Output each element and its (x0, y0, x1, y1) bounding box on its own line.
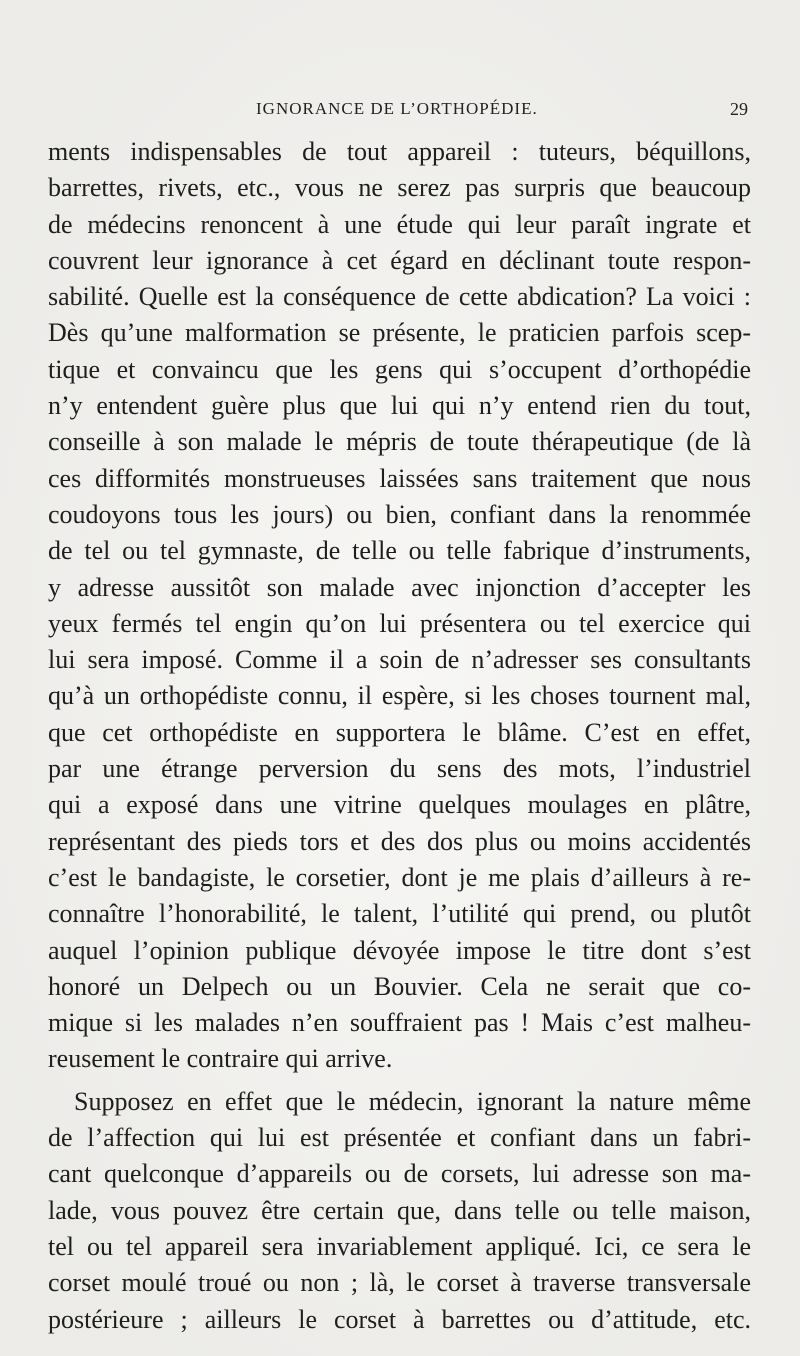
text-line: qui a exposé dans une vitrine quelques moulages en plâtre, (48, 790, 751, 820)
text-line: couvrent leur ignorance à cet égard en déclinant toute respon- (48, 245, 751, 275)
paragraph-2 (48, 1084, 751, 1338)
text-line: de l’affection qui lui est présentée et confiant dans un fabri- (48, 1123, 751, 1153)
running-title: IGNORANCE DE L’ORTHOPÉDIE. (256, 99, 538, 118)
text-line: que cet orthopédiste en supportera le blâme. C’est en effet, (48, 717, 751, 747)
text-line: ments indispensables de tout appareil : tuteurs, béquillons, (48, 137, 751, 166)
text-line: honoré un Delpech ou un Bouvier. Cela ne serait que co- (48, 971, 751, 1001)
text-line: y adresse aussitôt son malade avec injonction d’accepter les (48, 572, 751, 602)
text-line: Supposez en effet que le médecin, ignorant la nature même (74, 1086, 751, 1116)
text-line: postérieure ; ailleurs le corset à barrettes ou d’attitude, etc. (48, 1304, 751, 1334)
text-line: conseille à son malade le mépris de toute thérapeutique (de là (48, 427, 751, 457)
text-line: représentant des pieds tors et des dos plus ou moins accidentés (48, 826, 751, 856)
text-line: yeux fermés tel engin qu’on lui présentera ou tel exercice qui (48, 608, 751, 638)
text-line: de médecins renoncent à une étude qui leur paraît ingrate et (48, 209, 751, 239)
text-line: coudoyons tous les jours) ou bien, confiant dans la renommée (48, 499, 751, 529)
text-line: par une étrange perversion du sens des mots, l’industriel (48, 754, 751, 784)
text-line: de tel ou tel gymnaste, de telle ou telle fabrique d’instruments, (48, 536, 751, 566)
paragraph-1 (48, 134, 751, 1078)
text-line: ces difformités monstrueuses laissées sans traitement que nous (48, 463, 751, 493)
running-head (48, 99, 754, 125)
text-line: qu’à un orthopédiste connu, il espère, si les choses tournent mal, (48, 681, 751, 711)
text-line: n’y entendent guère plus que lui qui n’y entend rien du tout, (48, 391, 751, 421)
text-line: Dès qu’une malformation se présente, le praticien parfois scep- (48, 318, 751, 348)
text-line: sabilité. Quelle est la conséquence de cette abdication? La voici : (48, 282, 751, 312)
text-line: lade, vous pouvez être certain que, dans telle ou telle maison, (48, 1195, 751, 1225)
text-line: c’est le bandagiste, le corsetier, dont je me plais d’ailleurs à re- (48, 862, 751, 892)
text-line: cant quelconque d’appareils ou de corsets, lui adresse son ma- (48, 1159, 751, 1189)
text-line: auquel l’opinion publique dévoyée impose le titre dont s’est (48, 935, 751, 965)
text-line: mique si les malades n’en souffraient pas ! Mais c’est malheu- (48, 1008, 751, 1038)
text-line: corset moulé troué ou non ; là, le corset à traverse transversale (48, 1268, 751, 1298)
body-text (48, 134, 751, 1338)
text-line: barrettes, rivets, etc., vous ne serez pas surpris que beaucoup (48, 173, 751, 203)
text-line: reusement le contraire qui arrive. (48, 1044, 393, 1074)
page-number: 29 (730, 99, 748, 119)
text-line: lui sera imposé. Comme il a soin de n’adresser ses consultants (48, 645, 751, 675)
text-line: connaître l’honorabilité, le talent, l’utilité qui prend, ou plutôt (48, 899, 751, 929)
text-line: tique et convaincu que les gens qui s’occupent d’orthopédie (48, 354, 751, 384)
text-line: tel ou tel appareil sera invariablement appliqué. Ici, ce sera le (48, 1231, 751, 1261)
